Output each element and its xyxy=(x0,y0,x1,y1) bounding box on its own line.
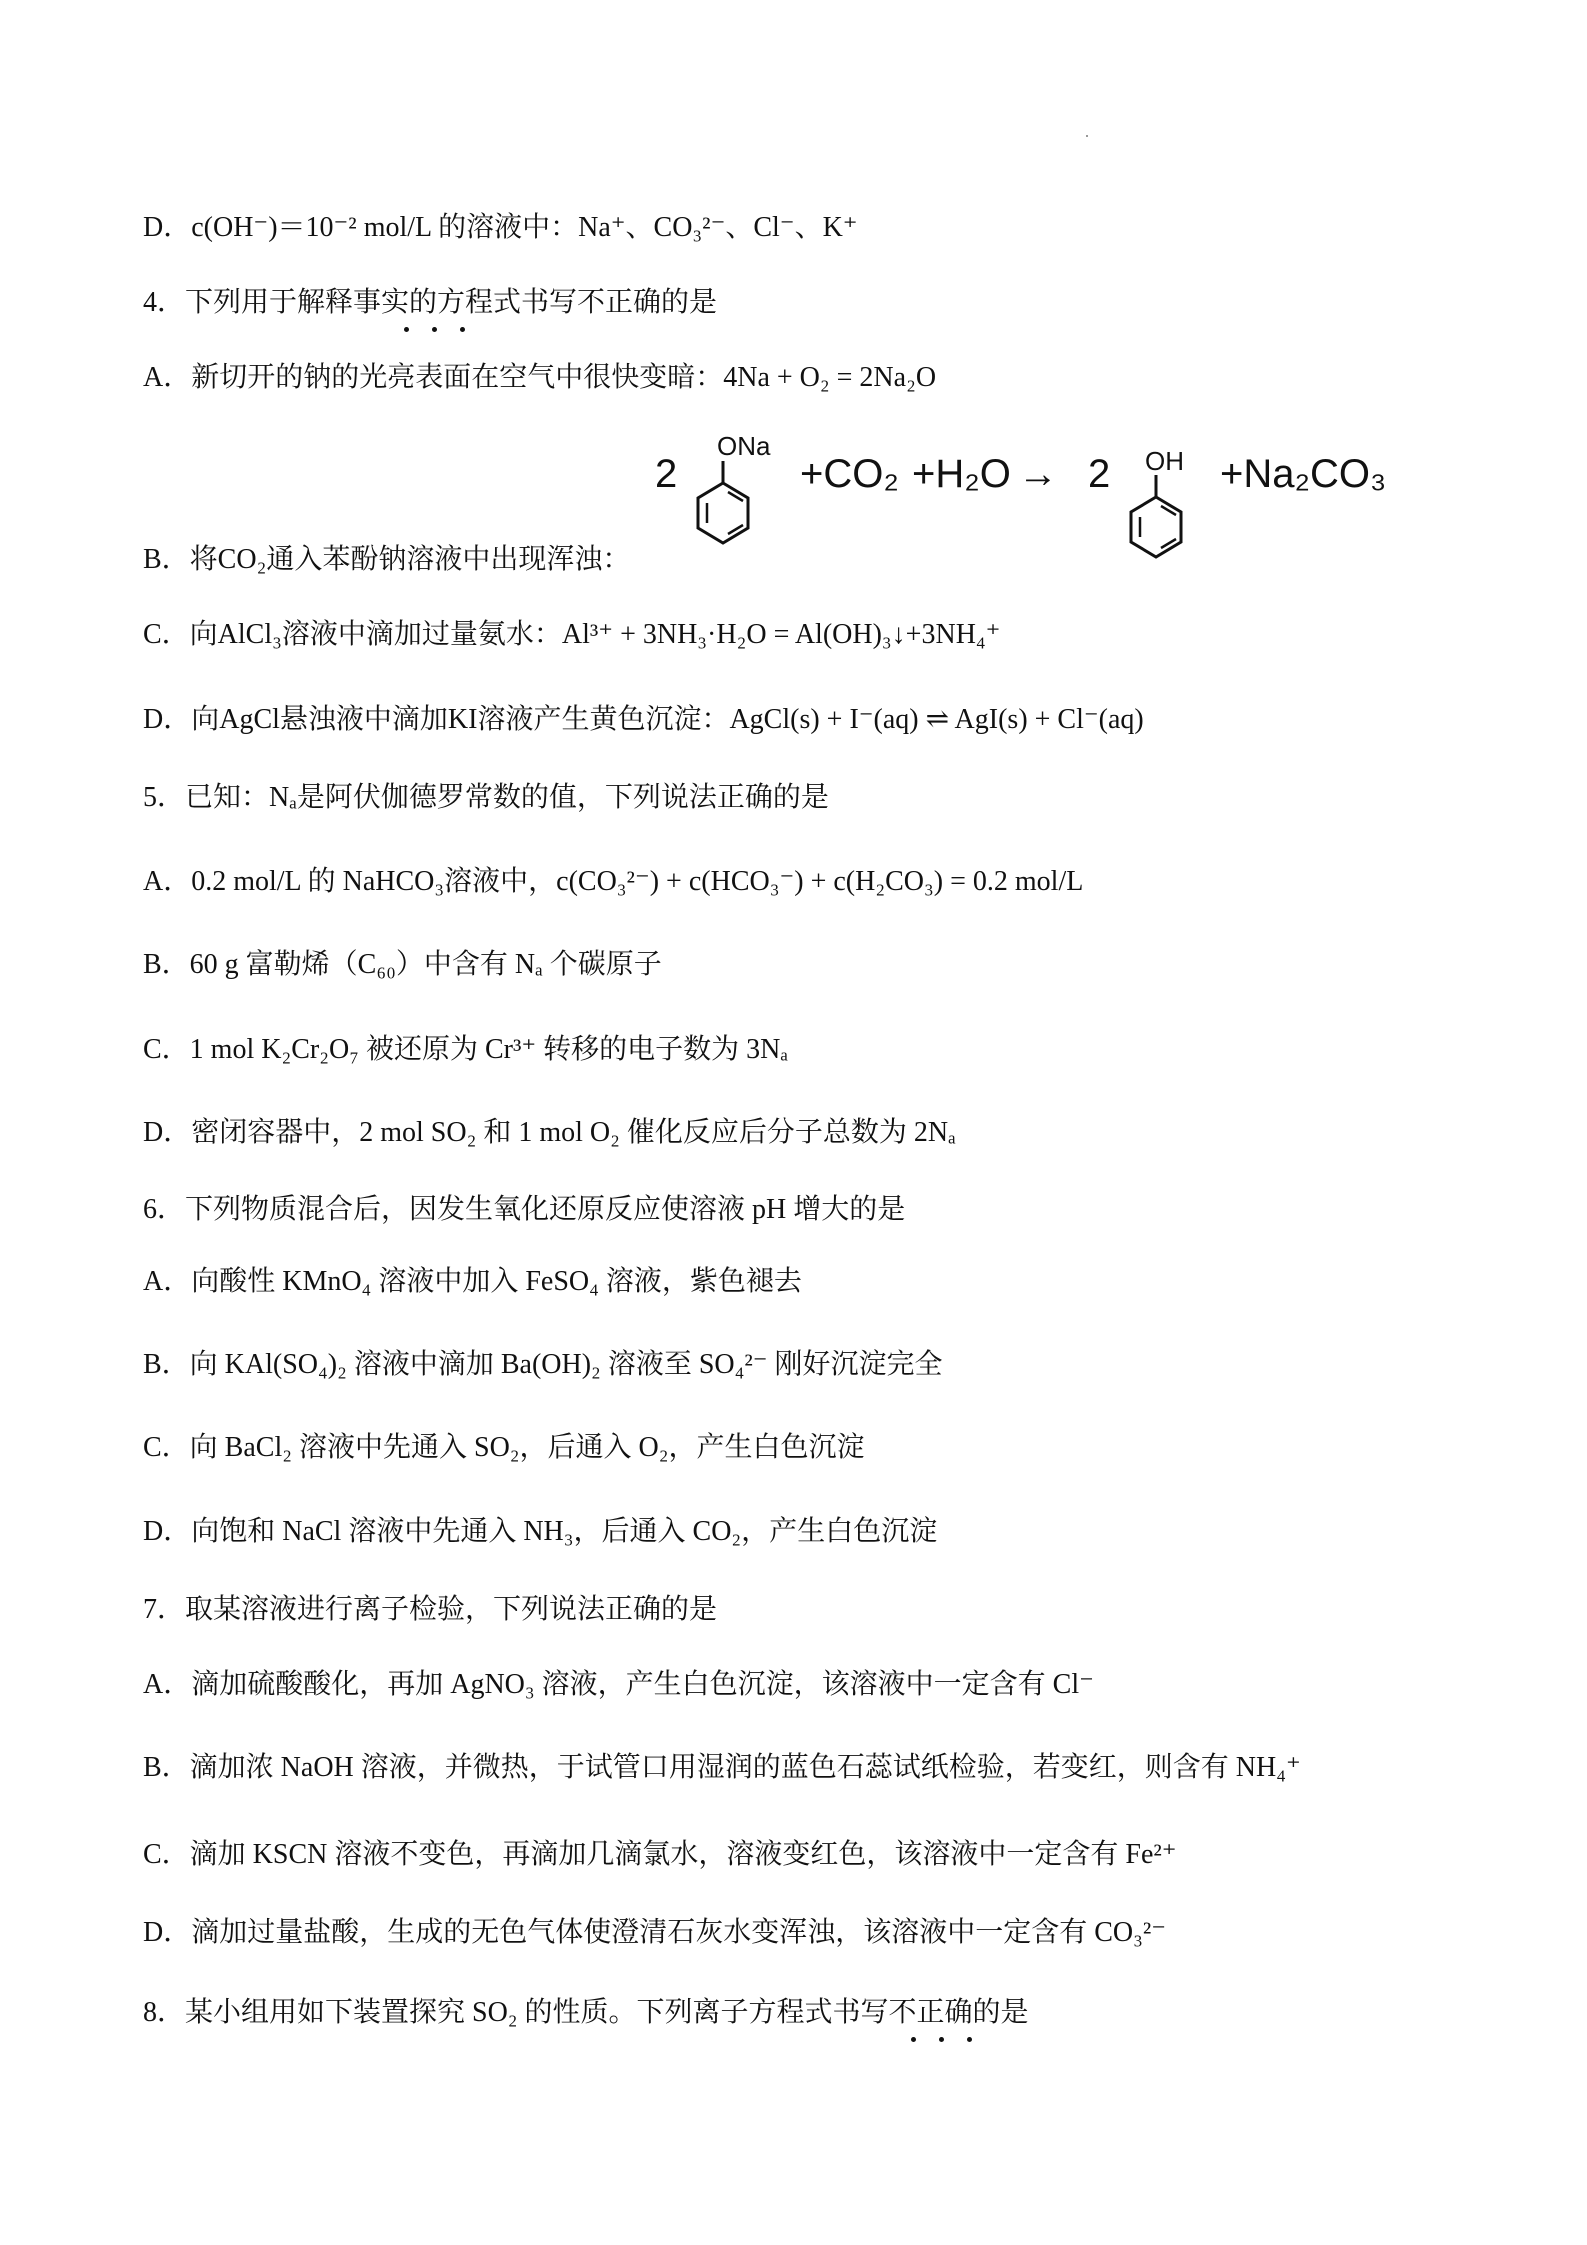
q4-option-b: B．将CO₂通入苯酚钠溶液中出现浑浊： xyxy=(143,544,631,575)
q6-option-d: D．向饱和 NaCl 溶液中先通入 NH₃，后通入 CO₂，产生白色沉淀 xyxy=(143,1516,938,1547)
svg-text:→: → xyxy=(1018,452,1058,496)
q5-option-b: B．60 g 富勒烯（C₆₀）中含有 Nₐ 个碳原子 xyxy=(143,949,662,980)
q5-option-a: A．0.2 mol/L 的 NaHCO₃溶液中，c(CO₃²⁻) + c(HCO₃⁻) + c(H₂CO₃) = 0.2 mol/L xyxy=(143,866,1084,897)
emphasis-dot xyxy=(911,2037,916,2042)
q4-option-d: D．向AgCl悬浊液中滴加KI溶液产生黄色沉淀：AgCl(s) + I⁻(aq) ⇌ AgI(s) + Cl⁻(aq) xyxy=(143,704,1144,735)
q8-stem: 8．某小组用如下装置探究 SO₂ 的性质。下列离子方程式书写不正确的是 xyxy=(143,1997,1029,2028)
q6-option-a: A．向酸性 KMnO₄ 溶液中加入 FeSO₄ 溶液，紫色褪去 xyxy=(143,1266,802,1297)
q7-option-a: A．滴加硫酸酸化，再加 AgNO₃ 溶液，产生白色沉淀，该溶液中一定含有 Cl⁻ xyxy=(143,1669,1094,1700)
q4-option-c: C．向AlCl₃溶液中滴加过量氨水：Al³⁺ + 3NH₃·H₂O = Al(OH)₃↓+3NH₄⁺ xyxy=(143,619,1001,650)
q7-stem: 7．取某溶液进行离子检验，下列说法正确的是 xyxy=(143,1594,718,1625)
emphasis-dot xyxy=(404,327,409,332)
q7-option-b: B．滴加浓 NaOH 溶液，并微热，于试管口用湿润的蓝色石蕊试纸检验，若变红，则含有 NH₄⁺ xyxy=(143,1752,1301,1783)
q3-option-d: D．c(OH⁻)＝10⁻² mol/L 的溶液中：Na⁺、CO₃²⁻、Cl⁻、K⁺ xyxy=(143,212,858,243)
q4-stem: 4．下列用于解释事实的方程式书写不正确的是 xyxy=(143,287,718,318)
q6-stem: 6．下列物质混合后，因发生氧化还原反应使溶液 pH 增大的是 xyxy=(143,1194,906,1225)
q7-option-d: D．滴加过量盐酸，生成的无色气体使澄清石灰水变浑浊，该溶液中一定含有 CO₃²⁻ xyxy=(143,1917,1167,1948)
emphasis-dot xyxy=(460,327,465,332)
sodium-phenoxide-structure xyxy=(698,431,771,543)
phenol-structure xyxy=(1131,446,1184,557)
svg-text:2: 2 xyxy=(1088,452,1111,496)
q5-stem: 5．已知：Nₐ是阿伏伽德罗常数的值，下列说法正确的是 xyxy=(143,782,829,813)
emphasis-dot xyxy=(939,2037,944,2042)
q6-option-c: C．向 BaCl₂ 溶液中先通入 SO₂，后通入 O₂，产生白色沉淀 xyxy=(143,1432,865,1463)
svg-text:OH: OH xyxy=(1145,446,1184,476)
phenoxide-co2-reaction xyxy=(650,425,1410,575)
svg-text:ONa: ONa xyxy=(717,431,771,461)
coefficient: 2 xyxy=(655,452,678,496)
scan-speck xyxy=(1086,135,1088,137)
svg-text:+H₂O: +H₂O xyxy=(912,452,1011,496)
emphasis-dot xyxy=(967,2037,972,2042)
q6-option-b: B．向 KAl(SO₄)₂ 溶液中滴加 Ba(OH)₂ 溶液至 SO₄²⁻ 刚好沉淀完全 xyxy=(143,1349,943,1380)
q4-option-a: A．新切开的钠的光亮表面在空气中很快变暗：4Na + O₂ = 2Na₂O xyxy=(143,362,937,393)
q5-option-c: C．1 mol K₂Cr₂O₇ 被还原为 Cr³⁺ 转移的电子数为 3Nₐ xyxy=(143,1034,789,1065)
q7-option-c: C．滴加 KSCN 溶液不变色，再滴加几滴氯水，溶液变红色，该溶液中一定含有 Fe²⁺ xyxy=(143,1839,1177,1870)
svg-text:+CO₂: +CO₂ xyxy=(800,452,899,496)
svg-text:+Na₂CO₃: +Na₂CO₃ xyxy=(1220,452,1387,496)
q5-option-d: D．密闭容器中，2 mol SO₂ 和 1 mol O₂ 催化反应后分子总数为 2Nₐ xyxy=(143,1117,956,1148)
emphasis-dot xyxy=(432,327,437,332)
